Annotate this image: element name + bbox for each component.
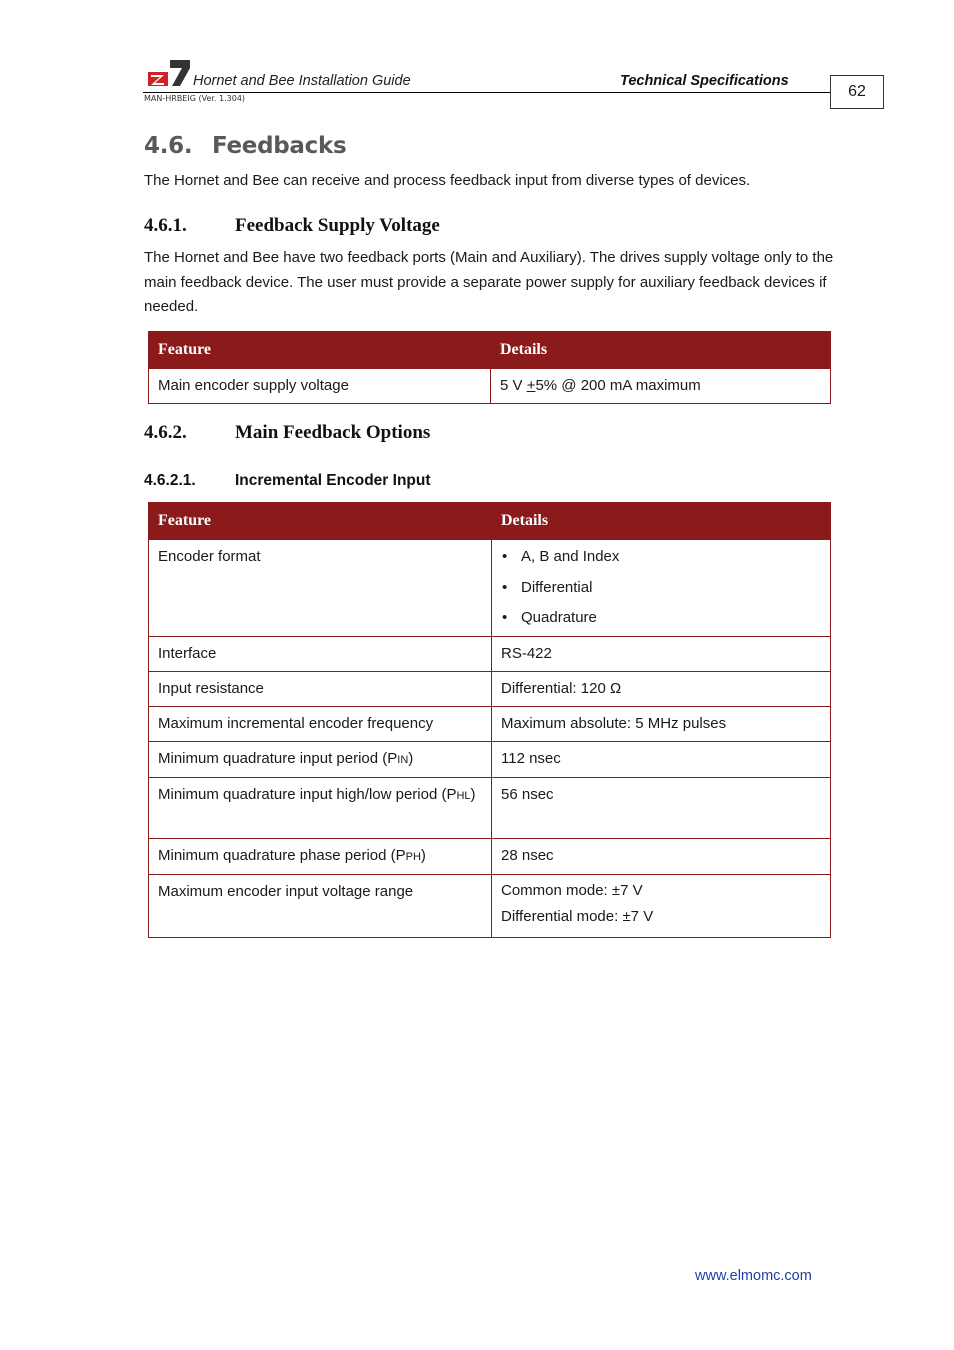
feature-text: ): [408, 750, 414, 767]
details-cell: [492, 875, 831, 938]
page-number: 62: [830, 75, 884, 109]
table-header-details: Details: [492, 503, 831, 540]
subsection-heading-supply: [144, 215, 440, 237]
table-header-feature: Feature: [149, 332, 491, 369]
section-intro: The Hornet and Bee can receive and process feedback input from diverse types of devices.: [144, 172, 751, 189]
table-row: [149, 672, 831, 707]
subsection-number: 4.6.1.: [144, 215, 187, 236]
table-header-row: [149, 503, 831, 540]
feature-text: Minimum quadrature input high/low period (P: [158, 786, 457, 803]
details-cell: 28 nsec: [492, 839, 831, 875]
subsubsection-number: 4.6.2.1.: [144, 472, 196, 489]
feature-text: ): [470, 786, 476, 803]
subscript-text: PH: [405, 851, 421, 863]
feature-cell: Input resistance: [149, 672, 492, 707]
details-cell: Differential: 120 Ω: [492, 672, 831, 707]
feature-cell: Maximum incremental encoder frequency: [149, 707, 492, 742]
list-item: • Differential: [521, 579, 821, 610]
list-item: • Quadrature: [521, 609, 821, 629]
supply-voltage-table: [148, 331, 831, 404]
document-version: MAN-HRBEIG (Ver. 1.304): [144, 94, 246, 103]
table-row: [149, 707, 831, 742]
feature-cell: [149, 778, 492, 839]
feature-cell: Maximum encoder input voltage range: [149, 875, 492, 938]
subsection-heading-main-feedback: [144, 422, 430, 444]
details-cell: 112 nsec: [492, 742, 831, 778]
table-row: [149, 369, 831, 404]
details-text: 5% @ 200 mA maximum: [535, 377, 701, 394]
section-title: Feedbacks: [212, 133, 347, 159]
details-cell: RS-422: [492, 637, 831, 672]
list-item: • A, B and Index: [521, 548, 821, 579]
footer-website-link[interactable]: www.elmomc.com: [695, 1268, 812, 1284]
subsection-body: The Hornet and Bee have two feedback ports (Main and Auxiliary). The drives supply voltage only to the main feedback device. The user must provide a separate power supply for auxiliary feedback devices if needed.: [144, 249, 834, 315]
feature-text: Minimum quadrature phase period (P: [158, 847, 406, 864]
details-cell: [491, 369, 831, 404]
incremental-encoder-table: [148, 502, 831, 938]
header-section-name: Technical Specifications: [620, 73, 789, 89]
details-line: Differential mode: ±7 V: [501, 908, 654, 925]
subsubsection-title: Incremental Encoder Input: [235, 472, 431, 489]
table-row: [149, 778, 831, 839]
feature-cell: [149, 839, 492, 875]
subsubsection-heading: [144, 472, 431, 490]
details-text: 5 V: [500, 377, 527, 394]
subscript-text: IN: [397, 754, 409, 766]
encoder-format-list: [501, 548, 821, 629]
elmo-logo: [148, 58, 190, 86]
section-number: 4.6.: [144, 133, 193, 159]
details-line: Common mode: ±7 V: [501, 882, 643, 899]
header-rule: [143, 92, 831, 93]
details-cell: [492, 540, 831, 637]
table-row: [149, 742, 831, 778]
feature-cell: Main encoder supply voltage: [149, 369, 491, 404]
subscript-text: HL: [456, 790, 471, 802]
feature-text: Minimum quadrature input period (P: [158, 750, 398, 767]
details-cell: Maximum absolute: 5 MHz pulses: [492, 707, 831, 742]
document-title: Hornet and Bee Installation Guide: [193, 73, 411, 89]
subsection-title: Main Feedback Options: [235, 422, 431, 443]
table-header-row: [149, 332, 831, 369]
details-cell: 56 nsec: [492, 778, 831, 839]
table-row: [149, 540, 831, 637]
feature-cell: Encoder format: [149, 540, 492, 637]
feature-cell: [149, 742, 492, 778]
table-row: [149, 637, 831, 672]
subsection-title: Feedback Supply Voltage: [235, 215, 440, 236]
section-heading: [144, 133, 346, 159]
subsection-number: 4.6.2.: [144, 422, 187, 443]
table-row: [149, 839, 831, 875]
table-header-feature: Feature: [149, 503, 492, 540]
plus-minus-sign: +: [526, 377, 536, 394]
table-row: [149, 875, 831, 938]
feature-text: ): [420, 847, 426, 864]
feature-cell: Interface: [149, 637, 492, 672]
table-header-details: Details: [491, 332, 831, 369]
